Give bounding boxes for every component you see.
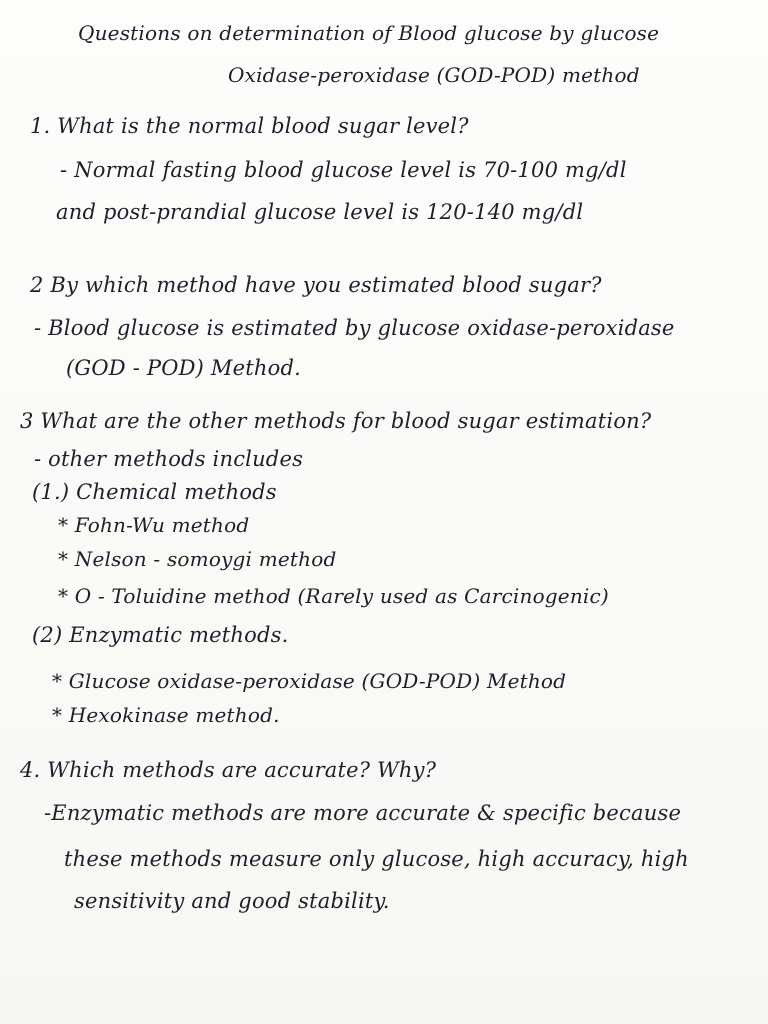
question-3: 3 What are the other methods for blood sugar estimation? <box>20 409 652 433</box>
answer-2-line-1: - Blood glucose is estimated by glucose oxidase-peroxidase <box>34 316 675 340</box>
answer-2-line-2: (GOD - POD) Method. <box>66 356 301 380</box>
page-title-line-1: Questions on determination of Blood glucose by glucose <box>78 21 660 45</box>
chemical-methods-heading: (1.) Chemical methods <box>32 480 277 504</box>
answer-3-intro: - other methods includes <box>34 447 304 471</box>
question-4: 4. Which methods are accurate? Why? <box>20 758 437 782</box>
answer-4-line-1: -Enzymatic methods are more accurate & specific because <box>44 801 682 825</box>
page-title-line-2: Oxidase-peroxidase (GOD-POD) method <box>228 63 640 87</box>
answer-4-line-2: these methods measure only glucose, high accuracy, high <box>64 847 689 871</box>
question-1: 1. What is the normal blood sugar level? <box>30 114 469 138</box>
list-item-hexokinase: * Hexokinase method. <box>52 703 280 727</box>
question-2: 2 By which method have you estimated blood sugar? <box>30 273 602 297</box>
answer-1-line-2: and post-prandial glucose level is 120-140 mg/dl <box>56 200 584 224</box>
list-item-o-toluidine: * O - Toluidine method (Rarely used as Carcinogenic) <box>58 584 609 608</box>
enzymatic-methods-heading: (2) Enzymatic methods. <box>32 623 289 647</box>
answer-1-line-1: - Normal fasting blood glucose level is 70-100 mg/dl <box>60 158 627 182</box>
list-item-nelson-somoygi: * Nelson - somoygi method <box>58 547 337 571</box>
answer-4-line-3: sensitivity and good stability. <box>74 889 390 913</box>
list-item-fohn-wu: * Fohn-Wu method <box>58 513 250 537</box>
list-item-god-pod: * Glucose oxidase-peroxidase (GOD-POD) Method <box>52 669 567 693</box>
